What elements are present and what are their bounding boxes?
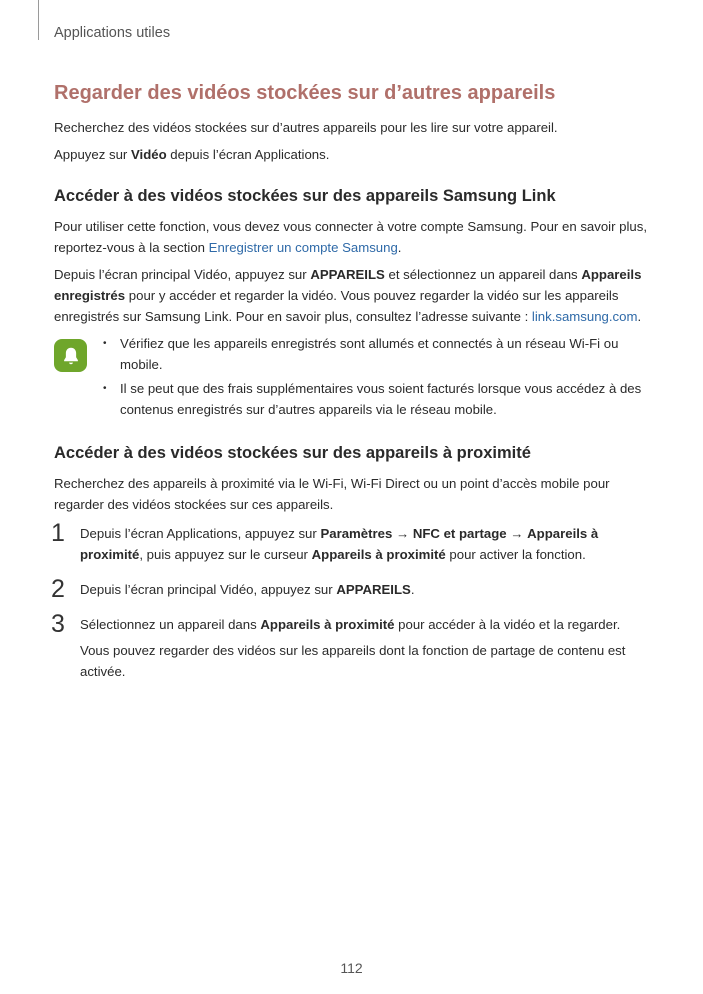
bullet-dot: • — [103, 338, 107, 349]
samsung-link-p2-text-a: Depuis l’écran principal Vidéo, appuyez sur — [54, 267, 311, 282]
arrow-separator: → — [506, 526, 528, 541]
note-item-text: Il se peut que des frais supplémentaires vous soient facturés lorsque vous accédez à des contenus enregistrés sur d’autres appareils via le réseau mobile. — [120, 381, 642, 417]
step-text — [80, 523, 654, 565]
nearby-devices-intro: Recherchez des appareils à proximité via le Wi-Fi, Wi-Fi Direct ou un point d’accès mobile pour regarder des vidéos stockées sur ces appareils. — [54, 476, 610, 512]
samsung-link-heading: Accéder à des vidéos stockées sur des appareils Samsung Link — [54, 187, 556, 205]
nearby-devices-heading: Accéder à des vidéos stockées sur des appareils à proximité — [54, 444, 531, 462]
step-3-text-a: Sélectionnez un appareil dans — [80, 617, 261, 632]
nfc-sharing-label: NFC et partage — [412, 526, 507, 541]
step-1 — [51, 519, 654, 565]
section-header: Applications utiles — [54, 25, 171, 41]
appareils-label: APPAREILS — [310, 267, 385, 282]
step-1-text-i: pour activer la fonction. — [445, 547, 586, 562]
step-number: 1 — [51, 519, 65, 547]
step-text — [80, 579, 654, 600]
samsung-link-p1-text: Pour utiliser cette fonction, vous devez vous connecter à votre compte Samsung. Pour en savoir plus, reportez-vous à la section — [54, 219, 648, 255]
video-app-label: Vidéo — [130, 147, 167, 162]
nearby-devices-switch-label: Appareils à proximité — [311, 547, 446, 562]
step-1-text-a: Depuis l’écran Applications, appuyez sur — [80, 526, 321, 541]
nearby-devices-section — [51, 444, 654, 682]
step-2 — [51, 575, 654, 603]
samsung-link-p1-end: . — [397, 240, 402, 255]
registered-devices-label: Appareils enregistrés — [54, 267, 642, 303]
samsung-link-section — [54, 187, 654, 420]
page-content — [51, 82, 654, 696]
samsung-link-p2-end: . — [637, 309, 642, 324]
nearby-devices-label: Appareils à proximité — [80, 526, 599, 562]
step-3-text-end: pour accéder à la vidéo et la regarder. — [394, 617, 621, 632]
step-1-text-g: , puis appuyez sur le curseur — [139, 547, 312, 562]
page-title: Regarder des vidéos stockées sur d’autres appareils — [54, 82, 556, 104]
bell-icon — [54, 339, 87, 372]
step-number: 2 — [51, 575, 65, 603]
note-item — [103, 333, 654, 375]
samsung-link-p2-text-e: pour y accéder et regarder la vidéo. Vous pouvez regarder la vidéo sur les appareils enregistrés sur Samsung Link. Pour en savoir plus, consultez l’adresse suivante : — [54, 288, 619, 324]
samsung-link-paragraph-1 — [54, 216, 654, 258]
step-2-text-a: Depuis l’écran principal Vidéo, appuyez sur — [80, 582, 337, 597]
header-rule — [38, 0, 39, 40]
step-2-text-end: . — [410, 582, 415, 597]
step-text — [80, 614, 654, 635]
step-3 — [51, 610, 654, 682]
register-account-link[interactable]: Enregistrer un compte Samsung — [208, 240, 398, 255]
note-list — [54, 333, 654, 420]
nearby-devices-label: Appareils à proximité — [260, 617, 395, 632]
steps-list — [51, 519, 654, 682]
intro-instruction — [54, 144, 654, 165]
step-number: 3 — [51, 610, 65, 638]
settings-label: Paramètres — [320, 526, 393, 541]
appareils-label: APPAREILS — [336, 582, 411, 597]
arrow-separator: → — [392, 526, 413, 541]
page-number: 112 — [340, 960, 363, 976]
samsung-link-paragraph-2 — [54, 264, 654, 327]
samsung-link-url[interactable]: link.samsung.com — [531, 309, 638, 324]
note-box — [54, 333, 654, 420]
samsung-link-p2-text-c: et sélectionnez un appareil dans — [384, 267, 582, 282]
note-item-text: Vérifiez que les appareils enregistrés sont allumés et connectés à un réseau Wi-Fi ou mobile. — [120, 336, 619, 372]
step-3-extra: Vous pouvez regarder des vidéos sur les appareils dont la fonction de partage de contenu est activée. — [80, 643, 626, 679]
intro-instruction-text: Appuyez sur — [54, 147, 131, 162]
note-item — [103, 378, 654, 420]
intro-instruction-text-end: depuis l’écran Applications. — [166, 147, 330, 162]
intro-paragraph: Recherchez des vidéos stockées sur d’autres appareils pour les lire sur votre appareil. — [54, 120, 558, 135]
bullet-dot: • — [103, 383, 107, 394]
